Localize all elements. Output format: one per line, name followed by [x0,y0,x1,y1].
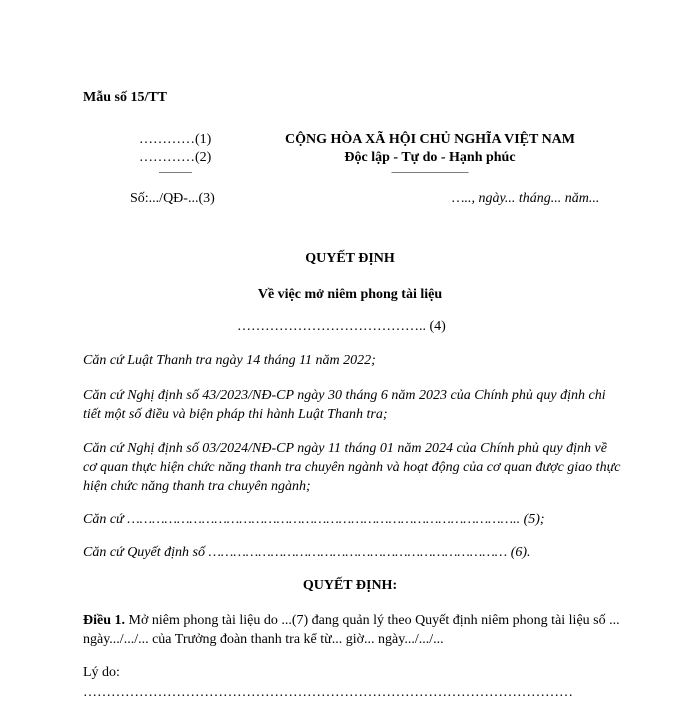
agency-line-2: …………(2) [139,150,212,165]
motto-divider: ――――――― [391,166,469,178]
legal-basis-1: Căn cứ Luật Thanh tra ngày 14 tháng 11 năm 2022; [83,353,376,368]
article-1 [83,611,623,649]
subject-fill-line: ………………………………….. (4) [237,319,446,334]
reason-fill-line: …………………………………………………………………………………………… [83,685,573,700]
reason-label: Lý do: [83,665,120,680]
article-1-text: Mở niêm phong tài liệu do ...(7) đang quản lý theo Quyết định niêm phong tài liệu số ... ngày.../.../... của Trưởng đoàn thanh tra kể từ... giờ... ngày.../.../... [83,613,620,647]
agency-divider: ――― [159,166,192,178]
form-number: Mẫu số 15/TT [83,90,168,105]
document-title: QUYẾT ĐỊNH [305,251,395,266]
motto: Độc lập - Tự do - Hạnh phúc [344,150,516,165]
agency-line-1: …………(1) [139,132,212,147]
place-date-line: ….., ngày... tháng... năm... [452,191,600,206]
legal-basis-4: Căn cứ ………………………………………………………………………………….. (5); [83,512,545,527]
document-subject: Về việc mở niêm phong tài liệu [257,287,443,302]
article-1-label: Điều 1. [83,613,125,628]
decision-heading: QUYẾT ĐỊNH: [302,578,398,593]
legal-basis-2: Căn cứ Nghị định số 43/2023/NĐ-CP ngày 30 tháng 6 năm 2023 của Chính phủ quy định chi tiết một số điều và biện pháp thi hành Luật Thanh tra; [83,388,606,422]
legal-basis-5: Căn cứ Quyết định số ……………………………………………………………… (6). [83,545,531,560]
legal-basis-3: Căn cứ Nghị định số 03/2024/NĐ-CP ngày 11 tháng 01 năm 2024 của Chính phủ quy định về cơ quan thực hiện chức năng thanh tra chuyên ngành và hoạt động của cơ quan được giao thực hiện chức năng thanh tra chuyên ngành; [83,441,621,494]
decision-number: Số:.../QĐ-...(3) [130,191,215,206]
country-name: CỘNG HÒA XÃ HỘI CHỦ NGHĨA VIỆT NAM [284,132,575,147]
